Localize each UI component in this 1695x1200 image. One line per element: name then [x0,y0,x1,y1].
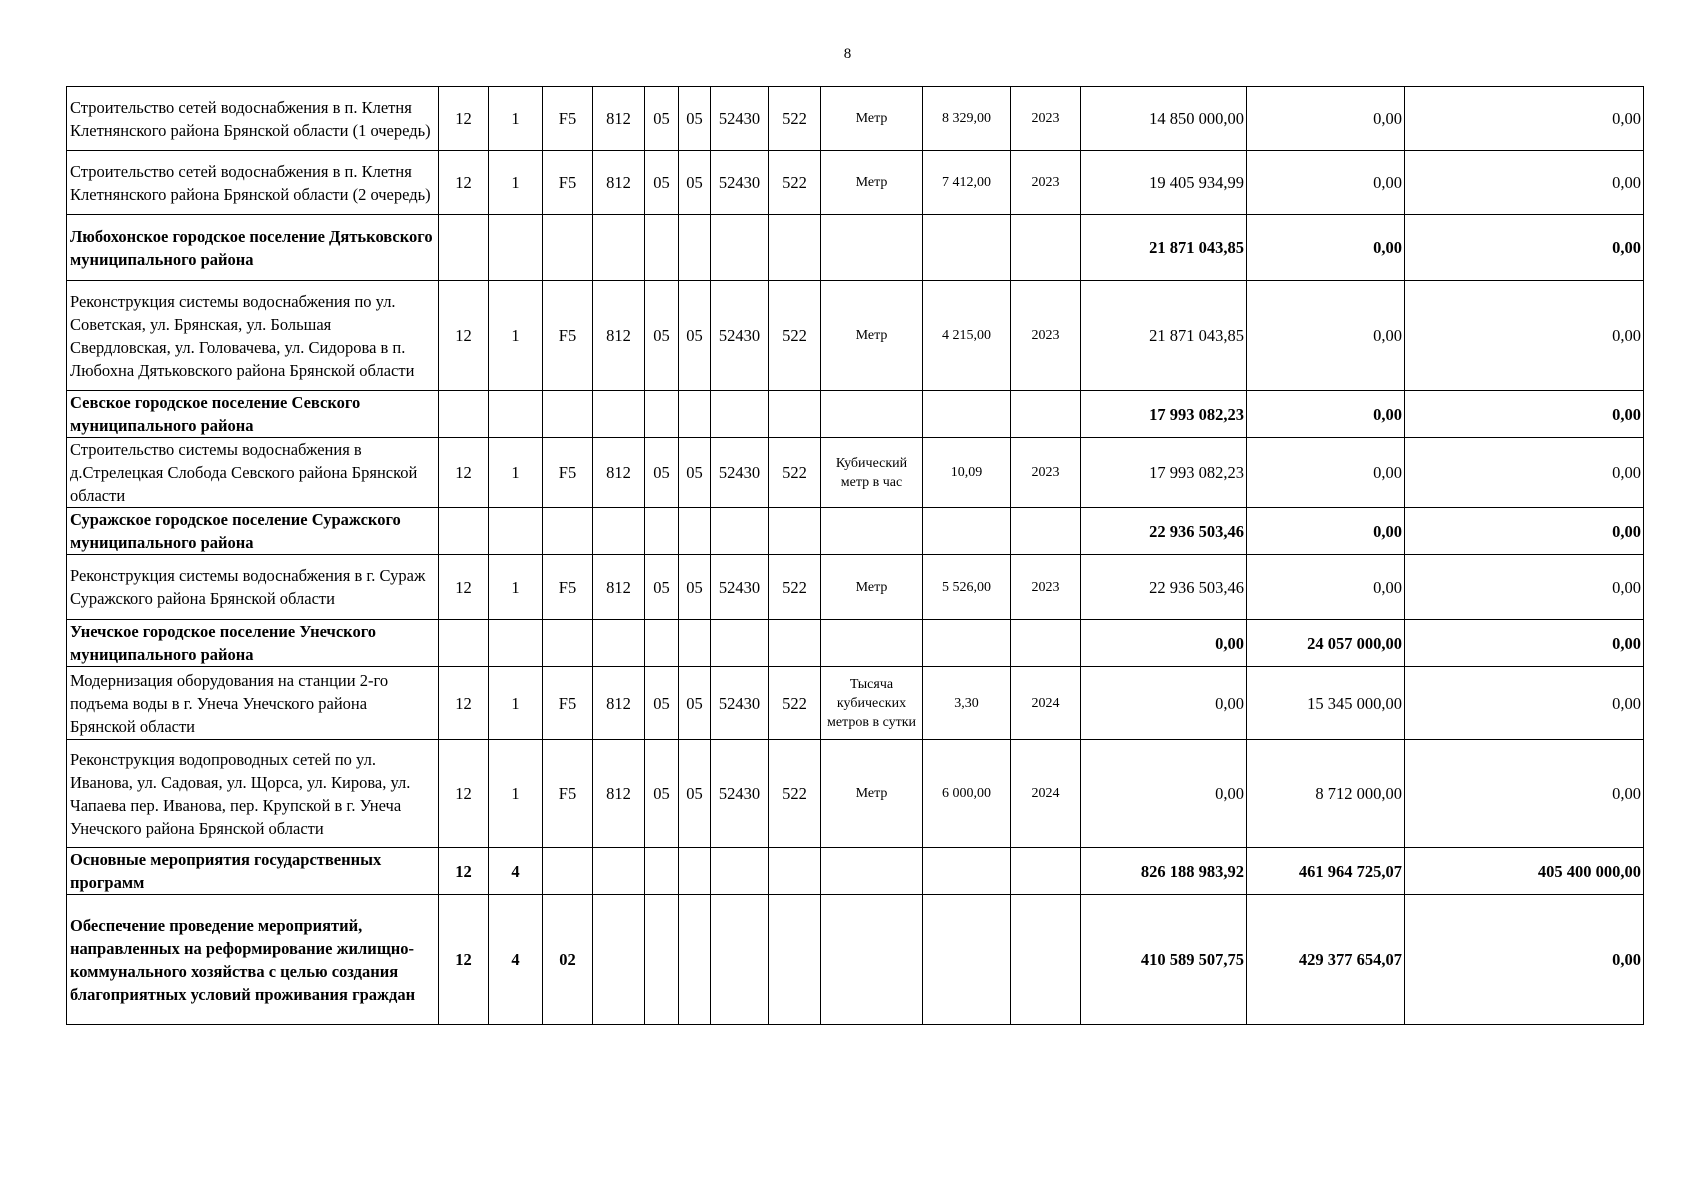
cell-year: 2023 [1011,151,1081,215]
cell-unit [821,508,923,555]
cell-expense-type [769,895,821,1025]
cell-sum-2023: 22 936 503,46 [1081,508,1247,555]
cell-division: 05 [645,151,679,215]
cell-sum-2025: 0,00 [1405,151,1644,215]
cell-sum-2023: 0,00 [1081,740,1247,848]
cell-division: 05 [645,740,679,848]
table-row [67,281,1644,391]
cell-expense-type [769,508,821,555]
row-name: Модернизация оборудования на станции 2-го подъема воды в г. Унеча Унечского района Брянской области [67,667,439,740]
cell-target: 52430 [711,87,769,151]
cell-sum-2024: 429 377 654,07 [1247,895,1405,1025]
cell-subsection: 4 [489,848,543,895]
cell-expense-type: 522 [769,87,821,151]
cell-subsection: 1 [489,740,543,848]
cell-expense-type: 522 [769,151,821,215]
cell-sum-2025: 0,00 [1405,281,1644,391]
cell-sum-2025: 405 400 000,00 [1405,848,1644,895]
cell-section [439,215,489,281]
cell-target [711,848,769,895]
cell-division: 05 [645,438,679,508]
table-row [67,391,1644,438]
cell-year [1011,215,1081,281]
cell-capacity: 3,30 [923,667,1011,740]
cell-ministry: 812 [593,438,645,508]
cell-ministry [593,391,645,438]
cell-target [711,620,769,667]
cell-subdivision [679,895,711,1025]
cell-section [439,620,489,667]
cell-year: 2024 [1011,740,1081,848]
cell-subsection: 1 [489,281,543,391]
cell-sum-2023: 22 936 503,46 [1081,555,1247,620]
cell-ministry: 812 [593,281,645,391]
cell-year: 2024 [1011,667,1081,740]
cell-division [645,895,679,1025]
cell-year [1011,848,1081,895]
table-row [67,555,1644,620]
cell-sum-2024: 0,00 [1247,87,1405,151]
row-name: Суражское городское поселение Суражского муниципального района [67,508,439,555]
cell-sum-2024: 15 345 000,00 [1247,667,1405,740]
cell-unit [821,620,923,667]
row-name: Реконструкция системы водоснабжения по ул. Советская, ул. Брянская, ул. Большая Свердловская, ул. Головачева, ул. Сидорова в п. Любохна Дятьковского района Брянской области [67,281,439,391]
cell-unit: Метр [821,555,923,620]
cell-sum-2024: 0,00 [1247,215,1405,281]
cell-sum-2024: 0,00 [1247,555,1405,620]
cell-expense-type [769,215,821,281]
cell-section: 12 [439,555,489,620]
cell-expense-type [769,391,821,438]
cell-unit [821,848,923,895]
cell-capacity [923,391,1011,438]
cell-ministry: 812 [593,740,645,848]
cell-year [1011,620,1081,667]
cell-expense-type: 522 [769,740,821,848]
cell-sum-2024: 24 057 000,00 [1247,620,1405,667]
cell-sum-2023: 826 188 983,92 [1081,848,1247,895]
cell-division [645,620,679,667]
cell-division: 05 [645,87,679,151]
cell-subdivision: 05 [679,740,711,848]
cell-capacity: 8 329,00 [923,87,1011,151]
cell-sum-2025: 0,00 [1405,87,1644,151]
row-name: Реконструкция системы водоснабжения в г. Сураж Суражского района Брянской области [67,555,439,620]
cell-section: 12 [439,281,489,391]
cell-subsection [489,391,543,438]
cell-section: 12 [439,848,489,895]
cell-subsection: 1 [489,555,543,620]
cell-sum-2023: 19 405 934,99 [1081,151,1247,215]
row-name: Реконструкция водопроводных сетей по ул. Иванова, ул. Садовая, ул. Щорса, ул. Кирова, ул. Чапаева пер. Иванова, пер. Крупской в г. Унеча Унечского района Брянской области [67,740,439,848]
cell-program: F5 [543,555,593,620]
cell-year: 2023 [1011,555,1081,620]
cell-sum-2023: 21 871 043,85 [1081,215,1247,281]
cell-program: F5 [543,87,593,151]
cell-ministry [593,620,645,667]
cell-division: 05 [645,667,679,740]
cell-section: 12 [439,667,489,740]
cell-subsection: 1 [489,87,543,151]
cell-sum-2025: 0,00 [1405,667,1644,740]
cell-target: 52430 [711,555,769,620]
cell-ministry: 812 [593,667,645,740]
row-name: Основные мероприятия государственных программ [67,848,439,895]
cell-sum-2024: 0,00 [1247,281,1405,391]
row-name: Унечское городское поселение Унечского муниципального района [67,620,439,667]
cell-sum-2025: 0,00 [1405,215,1644,281]
cell-division [645,391,679,438]
cell-ministry: 812 [593,151,645,215]
cell-program [543,391,593,438]
cell-ministry [593,215,645,281]
cell-target [711,391,769,438]
page-number: 8 [843,46,852,62]
cell-sum-2024: 0,00 [1247,391,1405,438]
row-name: Обеспечение проведение мероприятий, направленных на реформирование жилищно-коммунального хозяйства с целью создания благоприятных условий проживания граждан [67,895,439,1025]
cell-subdivision: 05 [679,281,711,391]
cell-target: 52430 [711,740,769,848]
cell-section: 12 [439,895,489,1025]
cell-ministry [593,895,645,1025]
cell-section [439,391,489,438]
cell-sum-2025: 0,00 [1405,391,1644,438]
cell-subsection [489,215,543,281]
cell-expense-type: 522 [769,667,821,740]
cell-capacity: 6 000,00 [923,740,1011,848]
table-row [67,438,1644,508]
cell-subdivision [679,508,711,555]
cell-expense-type: 522 [769,438,821,508]
table-row [67,620,1644,667]
cell-sum-2023: 410 589 507,75 [1081,895,1247,1025]
table-row [67,215,1644,281]
cell-sum-2023: 0,00 [1081,620,1247,667]
cell-subdivision: 05 [679,667,711,740]
cell-target [711,215,769,281]
row-name: Строительство системы водоснабжения в д.Стрелецкая Слобода Севского района Брянской области [67,438,439,508]
cell-unit: Метр [821,87,923,151]
cell-subdivision: 05 [679,151,711,215]
cell-subsection: 1 [489,667,543,740]
cell-ministry: 812 [593,87,645,151]
cell-unit: Метр [821,151,923,215]
table-row [67,87,1644,151]
cell-year: 2023 [1011,281,1081,391]
cell-subsection: 4 [489,895,543,1025]
cell-expense-type [769,848,821,895]
cell-capacity [923,848,1011,895]
cell-section [439,508,489,555]
cell-capacity [923,508,1011,555]
cell-division [645,215,679,281]
cell-ministry [593,508,645,555]
cell-capacity: 7 412,00 [923,151,1011,215]
cell-expense-type: 522 [769,281,821,391]
cell-sum-2025: 0,00 [1405,740,1644,848]
cell-unit: Кубический метр в час [821,438,923,508]
cell-program [543,848,593,895]
cell-program: F5 [543,438,593,508]
cell-capacity [923,215,1011,281]
cell-ministry: 812 [593,555,645,620]
cell-subdivision: 05 [679,555,711,620]
cell-division: 05 [645,281,679,391]
cell-sum-2024: 0,00 [1247,438,1405,508]
cell-sum-2023: 21 871 043,85 [1081,281,1247,391]
cell-subsection [489,508,543,555]
cell-sum-2024: 0,00 [1247,508,1405,555]
cell-target [711,895,769,1025]
cell-sum-2024: 461 964 725,07 [1247,848,1405,895]
cell-capacity: 5 526,00 [923,555,1011,620]
cell-program [543,508,593,555]
cell-sum-2023: 17 993 082,23 [1081,438,1247,508]
cell-subsection: 1 [489,438,543,508]
cell-capacity: 4 215,00 [923,281,1011,391]
cell-subsection [489,620,543,667]
cell-unit [821,391,923,438]
cell-subdivision: 05 [679,87,711,151]
budget-table [66,86,1644,1025]
cell-program: 02 [543,895,593,1025]
cell-section: 12 [439,87,489,151]
cell-unit: Тысяча кубических метров в сутки [821,667,923,740]
cell-sum-2023: 14 850 000,00 [1081,87,1247,151]
cell-sum-2025: 0,00 [1405,620,1644,667]
cell-ministry [593,848,645,895]
cell-subdivision [679,620,711,667]
cell-capacity [923,620,1011,667]
cell-target: 52430 [711,151,769,215]
cell-subdivision [679,391,711,438]
cell-expense-type: 522 [769,555,821,620]
table-row [67,151,1644,215]
cell-sum-2024: 0,00 [1247,151,1405,215]
cell-program: F5 [543,667,593,740]
cell-year [1011,391,1081,438]
row-name: Строительство сетей водоснабжения в п. Клетня Клетнянского района Брянской области (2 очередь) [67,151,439,215]
table-row [67,740,1644,848]
cell-unit [821,215,923,281]
cell-target [711,508,769,555]
table-row [67,895,1644,1025]
cell-sum-2023: 0,00 [1081,667,1247,740]
cell-year [1011,508,1081,555]
cell-program [543,620,593,667]
cell-unit: Метр [821,281,923,391]
cell-program: F5 [543,151,593,215]
cell-section: 12 [439,438,489,508]
cell-section: 12 [439,151,489,215]
table-row [67,508,1644,555]
cell-year: 2023 [1011,87,1081,151]
cell-unit: Метр [821,740,923,848]
cell-sum-2025: 0,00 [1405,555,1644,620]
cell-year: 2023 [1011,438,1081,508]
table-row [67,848,1644,895]
row-name: Строительство сетей водоснабжения в п. Клетня Клетнянского района Брянской области (1 очередь) [67,87,439,151]
cell-unit [821,895,923,1025]
cell-subdivision [679,215,711,281]
cell-program [543,215,593,281]
cell-target: 52430 [711,438,769,508]
row-name: Любохонское городское поселение Дятьковского муниципального района [67,215,439,281]
cell-capacity: 10,09 [923,438,1011,508]
cell-division: 05 [645,555,679,620]
cell-sum-2025: 0,00 [1405,895,1644,1025]
cell-program: F5 [543,281,593,391]
cell-section: 12 [439,740,489,848]
cell-expense-type [769,620,821,667]
cell-subdivision [679,848,711,895]
cell-sum-2025: 0,00 [1405,438,1644,508]
cell-target: 52430 [711,667,769,740]
cell-capacity [923,895,1011,1025]
cell-subdivision: 05 [679,438,711,508]
cell-subsection: 1 [489,151,543,215]
cell-year [1011,895,1081,1025]
cell-target: 52430 [711,281,769,391]
row-name: Севское городское поселение Севского муниципального района [67,391,439,438]
cell-sum-2024: 8 712 000,00 [1247,740,1405,848]
cell-division [645,848,679,895]
table-row [67,667,1644,740]
cell-sum-2023: 17 993 082,23 [1081,391,1247,438]
cell-sum-2025: 0,00 [1405,508,1644,555]
cell-program: F5 [543,740,593,848]
cell-division [645,508,679,555]
